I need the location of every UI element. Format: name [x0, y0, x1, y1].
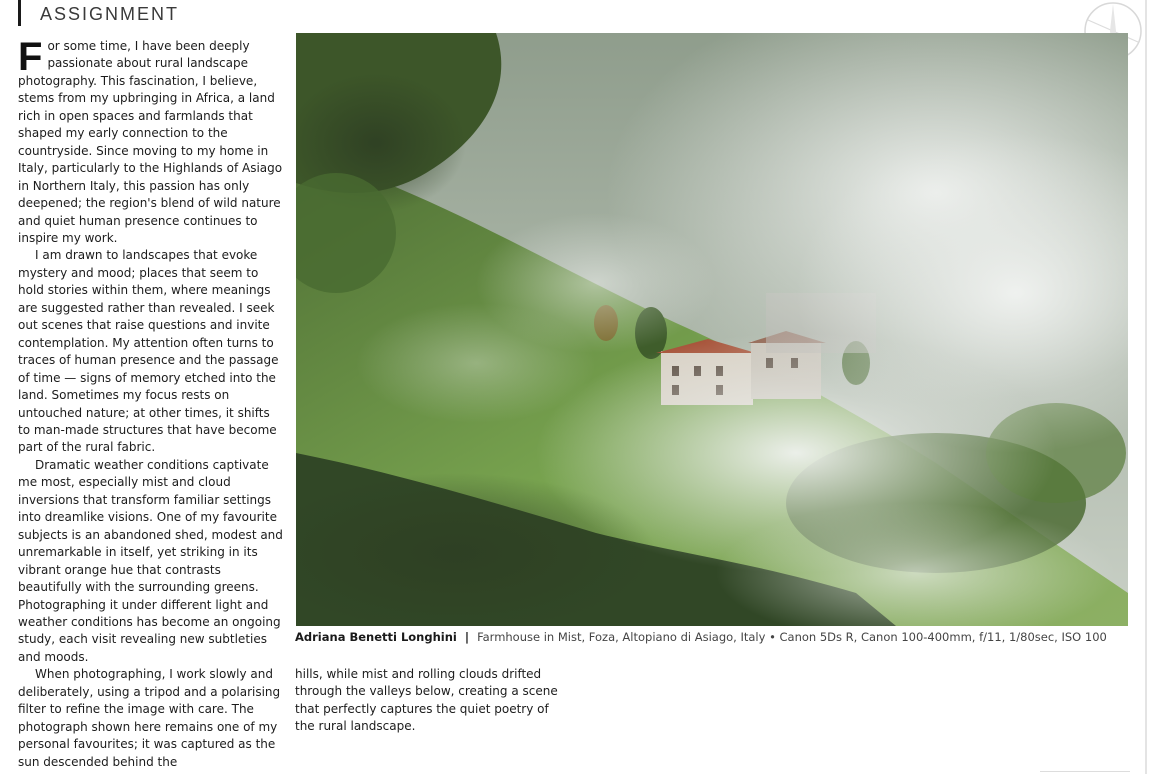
drop-cap: F [18, 35, 43, 79]
page-edge-rule [1145, 0, 1147, 774]
photo-caption [295, 630, 1135, 644]
section-title: ASSIGNMENT [40, 4, 180, 24]
article-paragraph-4: When photographing, I work slowly and deliberately, using a tripod and a polarising filter to refine the image with care. The photograph shown here remains one of my personal favourites; it was captured as the sun descended behind the [18, 667, 281, 769]
photo-details: Farmhouse in Mist, Foza, Altopiano di Asiago, Italy • Canon 5Ds R, Canon 100-400mm, f/11, 1/80sec, ISO 100 [477, 630, 1107, 644]
footer-rule [1040, 771, 1130, 772]
article-column-continuation [295, 666, 565, 736]
caption-separator: | [464, 630, 470, 644]
farmhouse-in-mist-photo [296, 33, 1128, 626]
section-accent-bar [18, 0, 21, 26]
article-paragraph-3: Dramatic weather conditions captivate me most, especially mist and cloud inversions that transform familiar settings into dreamlike visions. One of my favourite subjects is an abandoned shed, modest and unremarkable in itself, yet striking in its vibrant orange hue that contrasts beautifully with the surrounding greens. Photographing it under different light and weather conditions has become an ongoing study, each visit revealing new subtleties and moods. [18, 457, 283, 664]
article-paragraph-1 [18, 35, 284, 247]
photo-author: Adriana Benetti Longhini [295, 630, 457, 644]
article-continuation: hills, while mist and rolling clouds drifted through the valleys below, creating a scene that perfectly captures the quiet poetry of the rural landscape. [295, 667, 558, 734]
article-column-left [18, 35, 284, 771]
paragraph-1-text: or some time, I have been deeply passionate about rural landscape photography. This fascination, I believe, stems from my upbringing in Africa, a land rich in open spaces and farmlands that shaped my early connection to the countryside. Since moving to my home in Italy, particularly to the Highlands of Asiago in Northern Italy, this passion has only deepened; the region's blend of wild nature and quiet human presence continues to inspire my work. [18, 39, 283, 245]
article-paragraph-2: I am drawn to landscapes that evoke mystery and mood; places that seem to hold stories within them, where meanings are suggested rather than revealed. I seek out scenes that raise questions and invite contemplation. My attention often turns to traces of human presence and the passage of time — signs of memory etched into the land. Sometimes my focus rests on untouched nature; at other times, it shifts to man-made structures that have become part of the rural fabric. [18, 248, 279, 455]
